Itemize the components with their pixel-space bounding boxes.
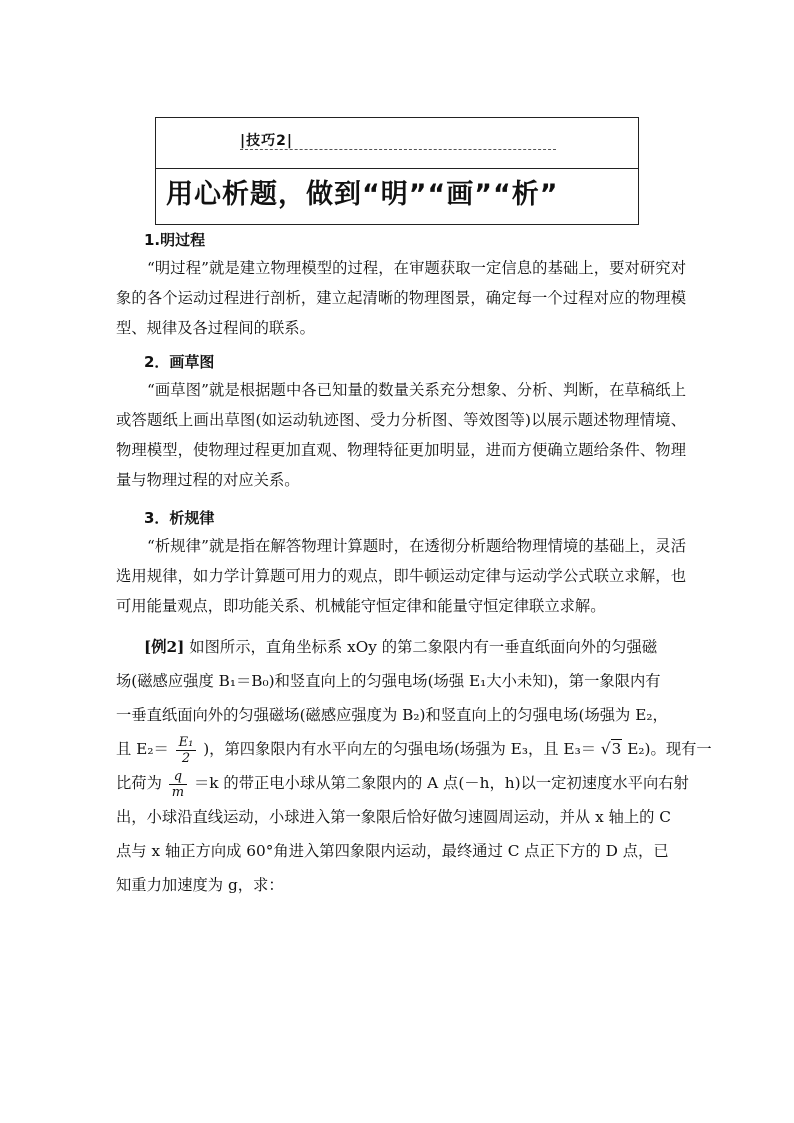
example-problem [116, 630, 712, 902]
fraction-numerator: E₁ [176, 735, 197, 751]
example-line [116, 630, 686, 664]
example-text: E₂)。现有一 [627, 740, 712, 758]
skill-tag: |技巧2| [240, 133, 293, 149]
section-paragraph: “明过程”就是建立物理模型的过程，在审题获取一定信息的基础上，要对研究对象的各个运动过程进行剖析，建立起清晰的物理图景，确定每一个过程对应的物理模型、规律及各过程间的联系。 [116, 259, 686, 337]
example-line [116, 766, 689, 800]
example-line: 出，小球沿直线运动，小球进入第一象限后恰好做匀速圆周运动，并从 x 轴上的 C [116, 808, 672, 826]
example-text: 如图所示，直角坐标系 xOy 的第二象限内有一垂直纸面向外的匀强磁 [189, 638, 658, 656]
example-text: )，第四象限内有水平向左的匀强电场(场强为 E₃，且 E₃＝ [203, 740, 597, 758]
skill-tag-row [156, 118, 638, 168]
section-draw-sketch [116, 351, 686, 495]
fraction-e1-over-2 [176, 735, 197, 766]
skill-header-box [155, 117, 639, 225]
fraction-q-over-m [169, 769, 187, 800]
example-line: 点与 x 轴正方向成 60°角进入第四象限内运动，最终通过 C 点正下方的 D 点，已 [116, 842, 669, 860]
example-line: 场(磁感应强度 B₁＝B₀)和竖直向上的匀强电场(场强 E₁大小未知)，第一象限内有 [116, 672, 661, 690]
fraction-denominator: m [171, 784, 185, 800]
section-clarify-process [116, 229, 686, 343]
section-paragraph: “析规律”就是指在解答物理计算题时，在透彻分析题给物理情境的基础上，灵活选用规律，如力学计算题可用力的观点，即牛顿运动定律与运动学公式联立求解，也可用能量观点，即功能关系、机械能守恒定律和能量守恒定律联立求解。 [116, 537, 686, 615]
example-text: 比荷为 [116, 774, 162, 792]
section-heading: 2．画草图 [144, 353, 215, 371]
section-heading: 1.明过程 [144, 231, 206, 249]
section-paragraph: “画草图”就是根据题中各已知量的数量关系充分想象、分析、判断，在草稿纸上或答题纸上画出草图(如运动轨迹图、受力分析图、等效图等)以展示题述物理情境、物理模型，使物理过程更加直观、物理特征更加明显，进而方便确立题给条件、物理量与物理过程的对应关系。 [116, 381, 686, 489]
section-analyze-law [116, 507, 686, 621]
section-heading: 3．析规律 [144, 509, 215, 527]
example-line [116, 732, 712, 766]
sqrt-symbol: √ [600, 740, 611, 758]
example-tag: [例2] [144, 638, 185, 656]
dashed-divider [240, 149, 556, 150]
sqrt-argument: 3 [611, 740, 622, 758]
example-line: 一垂直纸面向外的匀强磁场(磁感应强度为 B₂)和竖直向上的匀强电场(场强为 E₂， [116, 706, 668, 724]
example-text: 且 E₂＝ [116, 740, 169, 758]
header-divider [156, 168, 638, 169]
section-title: 用心析题，做到“明”“画”“析” [166, 179, 559, 210]
fraction-numerator: q [169, 769, 187, 785]
example-line: 知重力加速度为 g，求： [116, 876, 284, 894]
example-text: ＝k 的带正电小球从第二象限内的 A 点(－h，h)以一定初速度水平向右射 [193, 774, 689, 792]
fraction-denominator: 2 [181, 750, 191, 766]
